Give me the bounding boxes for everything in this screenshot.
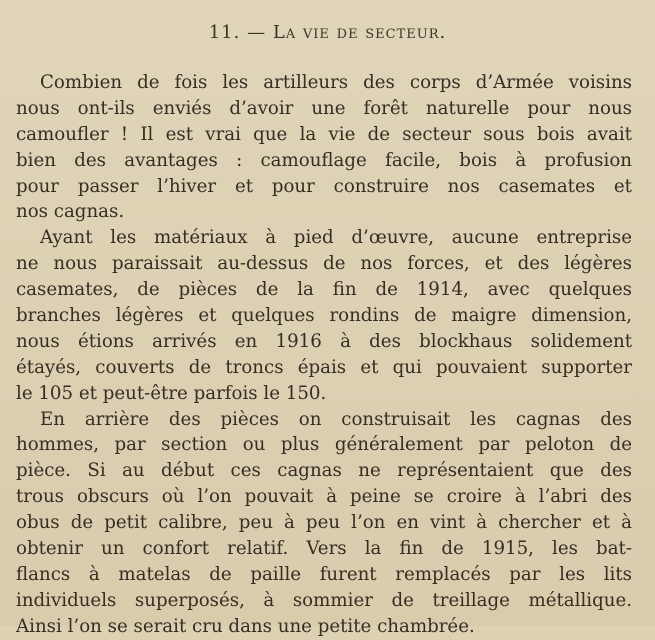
- text-line: pièce. Si au début ces cagnas ne représentaient que des: [16, 460, 632, 482]
- text-line: Ayant les matériaux à pied d’œuvre, aucune entreprise: [40, 227, 632, 249]
- text-line: branches légères et quelques rondins de maigre dimension,: [16, 305, 632, 327]
- text-line: casemates, de pièces de la fin de 1914, avec quelques: [16, 279, 632, 301]
- text-line: Combien de fois les artilleurs des corps d’Armée voisins: [40, 72, 632, 93]
- text-line: obus de petit calibre, peu à peu l’on en vint à chercher et à: [16, 512, 632, 534]
- section-dash: —: [247, 22, 267, 43]
- text-line: nous étions arrivés en 1916 à des blockhaus solidement: [16, 330, 632, 352]
- text-line: nos cagnas.: [16, 201, 125, 223]
- text-line: trous obscurs où l’on pouvait à peine se croire à l’abri des: [16, 486, 632, 508]
- text-line: hommes, par section ou plus généralement par peloton de: [16, 434, 632, 456]
- text-line: En arrière des pièces on construisait les cagnas des: [40, 408, 632, 430]
- text-line: individuels superposés, à sommier de treillage métallique.: [16, 589, 632, 611]
- text-line: bien des avantages : camouflage facile, bois à profusion: [16, 149, 632, 171]
- text-line: obtenir un confort relatif. Vers la fin de 1915, les bat-: [16, 538, 632, 560]
- text-line: ne nous paraissait au-dessus de nos forces, et des légères: [16, 253, 632, 275]
- section-number: 11.: [208, 22, 241, 43]
- text-line: camoufler ! Il est vrai que la vie de secteur sous bois avait: [16, 123, 632, 145]
- text-line: étayés, couverts de troncs épais et qui pouvaient supporter: [16, 356, 632, 378]
- section-title: La vie de secteur.: [272, 22, 447, 43]
- body-text: [16, 70, 632, 640]
- section-heading: [0, 22, 655, 43]
- text-line: le 105 et peut-être parfois le 150.: [16, 382, 327, 404]
- text-line: pour passer l’hiver et pour construire nos casemates et: [16, 175, 632, 197]
- text-line: nous ont-ils enviés d’avoir une forêt naturelle pour nous: [16, 97, 632, 119]
- text-line: Ainsi l’on se serait cru dans une petite chambrée.: [16, 615, 475, 637]
- text-line: flancs à matelas de paille furent remplacés par les lits: [16, 563, 632, 585]
